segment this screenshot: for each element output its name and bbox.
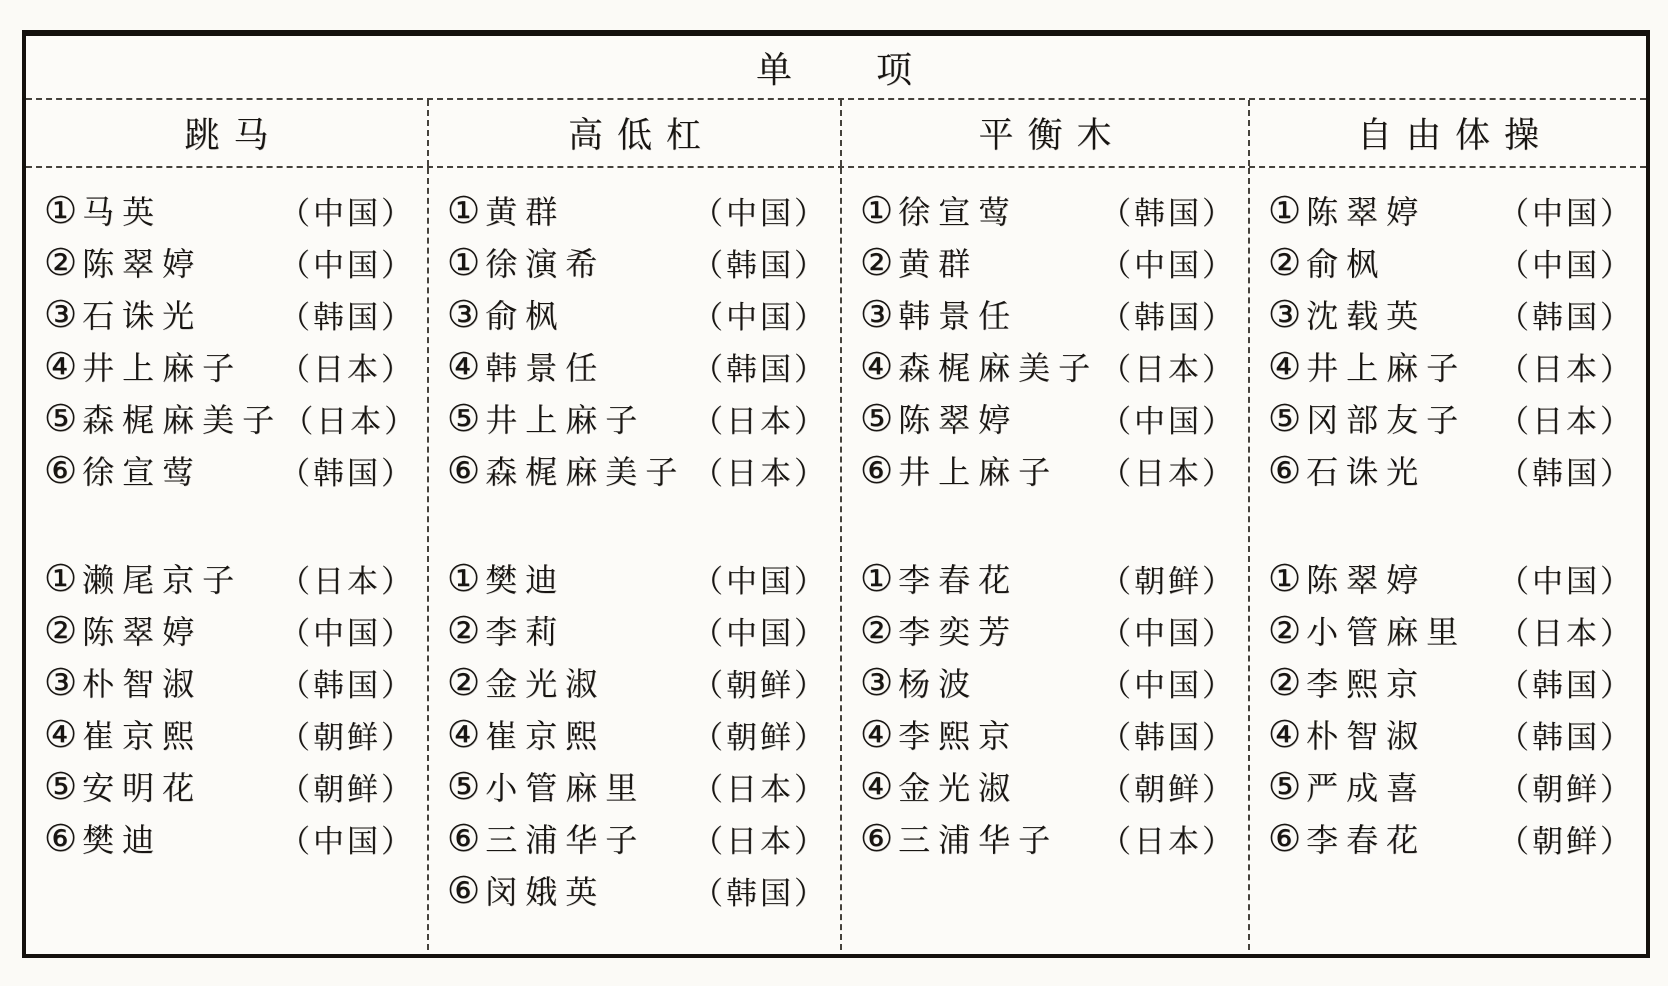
rank-and-name [44, 659, 202, 705]
athlete-name: 杨波 [898, 665, 979, 703]
event-column-1 [26, 168, 427, 950]
country-label: （中国） [691, 615, 828, 652]
athlete-name: 陈翠婷 [1306, 193, 1427, 231]
country-label: （日本） [1099, 351, 1236, 388]
country-label: （中国） [1099, 403, 1236, 440]
country-label: （中国） [1498, 247, 1634, 284]
result-row [447, 340, 828, 392]
country-label: （日本） [279, 351, 416, 388]
athlete-name: 崔京熙 [485, 717, 606, 755]
individual-events-results-table [22, 30, 1650, 958]
rank-and-name [44, 815, 162, 861]
result-row [860, 340, 1236, 392]
rank-badge: ② [1267, 240, 1302, 284]
country-label: （中国） [691, 563, 828, 600]
rank-badge: ③ [447, 292, 481, 336]
athlete-name: 徐演希 [485, 245, 606, 283]
athlete-name: 李春花 [1306, 821, 1427, 859]
athlete-name: 濑尾京子 [82, 561, 243, 599]
country-label: （朝鲜） [1099, 563, 1236, 600]
rank-badge: ⑥ [1267, 816, 1302, 860]
athlete-name: 黄群 [898, 245, 979, 283]
result-row [860, 236, 1236, 288]
result-row [1268, 604, 1634, 656]
rank-and-name [44, 187, 162, 233]
rank-and-name [1268, 239, 1386, 285]
athlete-name: 徐宣莺 [82, 453, 203, 491]
country-label: （韩国） [1099, 195, 1236, 232]
result-row [447, 236, 828, 288]
result-row [860, 708, 1236, 760]
result-row [860, 288, 1236, 340]
country-label: （中国） [691, 299, 828, 336]
athlete-name: 井上麻子 [1306, 349, 1467, 387]
event-column-2 [427, 168, 840, 950]
athlete-name: 三浦华子 [898, 821, 1059, 859]
result-row [860, 604, 1236, 656]
country-label: （朝鲜） [1498, 771, 1634, 808]
rank-and-name [447, 187, 565, 233]
rank-and-name [447, 291, 565, 337]
athlete-name: 朴智淑 [1306, 717, 1427, 755]
rank-and-name [447, 815, 645, 861]
country-label: （韩国） [1498, 667, 1634, 704]
athlete-name: 黄群 [485, 193, 566, 231]
country-label: （韩国） [1099, 299, 1236, 336]
rank-and-name [44, 343, 242, 389]
country-label: （中国） [279, 615, 416, 652]
country-label: （中国） [1099, 667, 1236, 704]
rank-and-name [860, 607, 1018, 653]
rank-and-name [1268, 607, 1466, 653]
rank-badge: ④ [1267, 712, 1302, 756]
rank-and-name [447, 763, 645, 809]
results-body [26, 168, 1646, 950]
country-label: （韩国） [1498, 455, 1634, 492]
ranking-block [860, 552, 1236, 864]
table-title: 单 项 [26, 36, 1646, 100]
result-row [44, 552, 415, 604]
rank-and-name [44, 711, 202, 757]
athlete-name: 李熙京 [898, 717, 1019, 755]
athlete-name: 森梶麻美子 [485, 453, 686, 491]
country-label: （韩国） [279, 455, 416, 492]
result-row [447, 552, 828, 604]
athlete-name: 陈翠婷 [898, 401, 1019, 439]
country-label: （韩国） [691, 875, 828, 912]
rank-and-name [1268, 711, 1426, 757]
rank-and-name [860, 395, 1018, 441]
athlete-name: 陈翠婷 [82, 245, 203, 283]
rank-badge: ④ [44, 712, 78, 756]
rank-and-name [44, 291, 202, 337]
rank-badge: ④ [447, 712, 481, 756]
country-label: （中国） [1498, 195, 1634, 232]
rank-and-name [860, 711, 1018, 757]
country-label: （中国） [691, 195, 828, 232]
country-label: （韩国） [279, 667, 416, 704]
rank-and-name [1268, 395, 1466, 441]
result-row [1268, 236, 1634, 288]
country-label: （中国） [279, 195, 416, 232]
country-label: （中国） [279, 247, 416, 284]
result-row [44, 604, 415, 656]
rank-and-name [860, 815, 1058, 861]
country-label: （韩国） [279, 299, 416, 336]
athlete-name: 韩景任 [898, 297, 1019, 335]
result-row [44, 444, 415, 496]
rank-badge: ③ [1267, 292, 1302, 336]
rank-badge: ② [1267, 608, 1302, 652]
rank-badge: ④ [1267, 344, 1302, 388]
result-row [1268, 392, 1634, 444]
result-row [447, 392, 828, 444]
event-column-3 [840, 168, 1248, 950]
rank-and-name [44, 607, 202, 653]
rank-badge: ① [44, 188, 78, 232]
country-label: （朝鲜） [1498, 823, 1634, 860]
country-label: （朝鲜） [691, 667, 828, 704]
rank-badge: ⑤ [859, 396, 894, 440]
result-row [860, 184, 1236, 236]
athlete-name: 金光淑 [898, 769, 1019, 807]
rank-badge: ④ [44, 344, 78, 388]
athlete-name: 闵娥英 [485, 873, 606, 911]
rank-badge: ⑥ [859, 448, 894, 492]
rank-badge: ④ [447, 344, 481, 388]
athlete-name: 陈翠婷 [1306, 561, 1427, 599]
athlete-name: 李熙京 [1306, 665, 1427, 703]
country-label: （日本） [279, 563, 416, 600]
athlete-name: 金光淑 [485, 665, 606, 703]
result-row [1268, 444, 1634, 496]
rank-and-name [860, 555, 1018, 601]
result-row [447, 656, 828, 708]
rank-and-name [44, 763, 202, 809]
result-row [44, 760, 415, 812]
result-row [447, 444, 828, 496]
athlete-name: 小管麻里 [485, 769, 646, 807]
rank-and-name [447, 343, 605, 389]
country-label: （中国） [279, 823, 416, 860]
result-row [860, 392, 1236, 444]
rank-and-name [1268, 659, 1426, 705]
country-label: （日本） [282, 403, 419, 440]
country-label: （朝鲜） [279, 771, 416, 808]
rank-badge: ⑥ [447, 868, 481, 912]
country-label: （中国） [1099, 247, 1236, 284]
rank-badge: ② [447, 660, 481, 704]
rank-badge: ⑤ [44, 764, 78, 808]
rank-badge: ③ [44, 292, 78, 336]
result-row [1268, 708, 1634, 760]
rank-badge: ① [447, 188, 481, 232]
country-label: （韩国） [1498, 719, 1634, 756]
rank-and-name [447, 659, 605, 705]
country-label: （日本） [1099, 455, 1236, 492]
column-header-3: 平衡木 [840, 100, 1248, 166]
country-label: （日本） [1498, 351, 1634, 388]
rank-badge: ⑥ [44, 816, 78, 860]
ranking-block [1268, 552, 1634, 864]
result-row [44, 392, 419, 444]
rank-and-name [1268, 763, 1426, 809]
rank-badge: ⑤ [1267, 764, 1302, 808]
country-label: （日本） [691, 771, 828, 808]
rank-and-name [447, 711, 605, 757]
athlete-name: 韩景任 [485, 349, 606, 387]
country-label: （中国） [1099, 615, 1236, 652]
column-header-4: 自由体操 [1248, 100, 1646, 166]
athlete-name: 小管麻里 [1306, 613, 1467, 651]
result-row [1268, 340, 1634, 392]
rank-and-name [1268, 447, 1426, 493]
column-header-1: 跳马 [184, 116, 283, 156]
athlete-name: 李莉 [485, 613, 566, 651]
ranking-block [44, 184, 419, 496]
athlete-name: 森梶麻美子 [898, 349, 1099, 387]
result-row [44, 656, 415, 708]
athlete-name: 安明花 [82, 769, 203, 807]
rank-and-name [44, 447, 202, 493]
country-label: （韩国） [1498, 299, 1634, 336]
rank-badge: ① [447, 240, 481, 284]
rank-badge: ④ [859, 344, 894, 388]
athlete-name: 俞枫 [485, 297, 566, 335]
event-column-4 [1248, 168, 1646, 950]
athlete-name: 陈翠婷 [82, 613, 203, 651]
country-label: （日本） [691, 455, 828, 492]
athlete-name: 井上麻子 [485, 401, 646, 439]
result-row [860, 812, 1236, 864]
result-row [1268, 288, 1634, 340]
result-row [1268, 552, 1634, 604]
result-row [44, 340, 415, 392]
country-label: （韩国） [691, 351, 828, 388]
athlete-name: 石诛光 [82, 297, 203, 335]
athlete-name: 马英 [82, 193, 163, 231]
athlete-name: 石诛光 [1306, 453, 1427, 491]
rank-and-name [1268, 291, 1426, 337]
ranking-block [447, 184, 828, 496]
rank-badge: ① [859, 556, 894, 600]
result-row [1268, 760, 1634, 812]
result-row [44, 184, 415, 236]
result-row [44, 708, 415, 760]
athlete-name: 樊迪 [82, 821, 163, 859]
athlete-name: 李春花 [898, 561, 1019, 599]
rank-and-name [1268, 343, 1466, 389]
rank-badge: ⑤ [44, 396, 78, 440]
rank-and-name [860, 291, 1018, 337]
rank-badge: ⑤ [447, 396, 481, 440]
rank-and-name [860, 447, 1058, 493]
rank-and-name [44, 395, 282, 441]
athlete-name: 崔京熙 [82, 717, 203, 755]
ranking-block [44, 552, 415, 864]
rank-badge: ⑤ [1267, 396, 1302, 440]
athlete-name: 沈载英 [1306, 297, 1427, 335]
rank-badge: ② [1267, 660, 1302, 704]
athlete-name: 井上麻子 [898, 453, 1059, 491]
result-row [447, 864, 828, 916]
athlete-name: 徐宣莺 [898, 193, 1019, 231]
rank-badge: ① [447, 556, 481, 600]
athlete-name: 樊迪 [485, 561, 566, 599]
result-row [447, 288, 828, 340]
country-label: （韩国） [1099, 719, 1236, 756]
country-label: （中国） [1498, 563, 1634, 600]
country-label: （朝鲜） [1099, 771, 1236, 808]
rank-badge: ⑥ [447, 448, 481, 492]
result-row [860, 552, 1236, 604]
rank-and-name [1268, 555, 1426, 601]
rank-and-name [447, 867, 605, 913]
rank-badge: ② [44, 240, 78, 284]
athlete-name: 冈部友子 [1306, 401, 1467, 439]
event-column-headers [26, 100, 1646, 168]
rank-and-name [44, 555, 242, 601]
column-header-2: 高低杠 [427, 100, 840, 166]
athlete-name: 森梶麻美子 [82, 401, 283, 439]
result-row [1268, 656, 1634, 708]
result-row [447, 708, 828, 760]
athlete-name: 严成喜 [1306, 769, 1427, 807]
ranking-block [860, 184, 1236, 496]
athlete-name: 井上麻子 [82, 349, 243, 387]
rank-and-name [860, 763, 1018, 809]
ranking-block [1268, 184, 1634, 496]
rank-badge: ③ [859, 660, 894, 704]
rank-badge: ② [44, 608, 78, 652]
country-label: （日本） [1498, 615, 1634, 652]
result-row [1268, 812, 1634, 864]
rank-badge: ③ [859, 292, 894, 336]
result-row [447, 604, 828, 656]
country-label: （朝鲜） [279, 719, 416, 756]
rank-badge: ④ [859, 764, 894, 808]
athlete-name: 三浦华子 [485, 821, 646, 859]
rank-badge: ② [859, 240, 894, 284]
result-row [447, 184, 828, 236]
rank-and-name [44, 239, 202, 285]
rank-badge: ① [859, 188, 894, 232]
rank-badge: ① [1267, 556, 1302, 600]
athlete-name: 李奕芳 [898, 613, 1019, 651]
rank-badge: ① [1267, 188, 1302, 232]
country-label: （日本） [691, 403, 828, 440]
rank-badge: ② [859, 608, 894, 652]
country-label: （日本） [1099, 823, 1236, 860]
rank-badge: ⑥ [1267, 448, 1302, 492]
rank-and-name [447, 555, 565, 601]
athlete-name: 朴智淑 [82, 665, 203, 703]
result-row [44, 288, 415, 340]
rank-badge: ② [447, 608, 481, 652]
rank-and-name [860, 343, 1098, 389]
rank-and-name [447, 239, 605, 285]
country-label: （韩国） [691, 247, 828, 284]
result-row [447, 760, 828, 812]
result-row [447, 812, 828, 864]
rank-and-name [1268, 187, 1426, 233]
result-row [44, 812, 415, 864]
result-row [860, 656, 1236, 708]
rank-and-name [860, 187, 1018, 233]
ranking-block [447, 552, 828, 916]
rank-badge: ③ [44, 660, 78, 704]
rank-and-name [447, 395, 645, 441]
country-label: （日本） [691, 823, 828, 860]
rank-badge: ⑥ [44, 448, 78, 492]
athlete-name: 俞枫 [1306, 245, 1387, 283]
result-row [1268, 184, 1634, 236]
country-label: （朝鲜） [691, 719, 828, 756]
rank-and-name [447, 447, 685, 493]
rank-and-name [860, 659, 978, 705]
rank-and-name [860, 239, 978, 285]
result-row [860, 760, 1236, 812]
rank-badge: ⑤ [447, 764, 481, 808]
rank-badge: ⑥ [859, 816, 894, 860]
rank-and-name [1268, 815, 1426, 861]
country-label: （日本） [1498, 403, 1634, 440]
rank-badge: ① [44, 556, 78, 600]
rank-badge: ⑥ [447, 816, 481, 860]
result-row [44, 236, 415, 288]
rank-and-name [447, 607, 565, 653]
result-row [860, 444, 1236, 496]
rank-badge: ④ [859, 712, 894, 756]
